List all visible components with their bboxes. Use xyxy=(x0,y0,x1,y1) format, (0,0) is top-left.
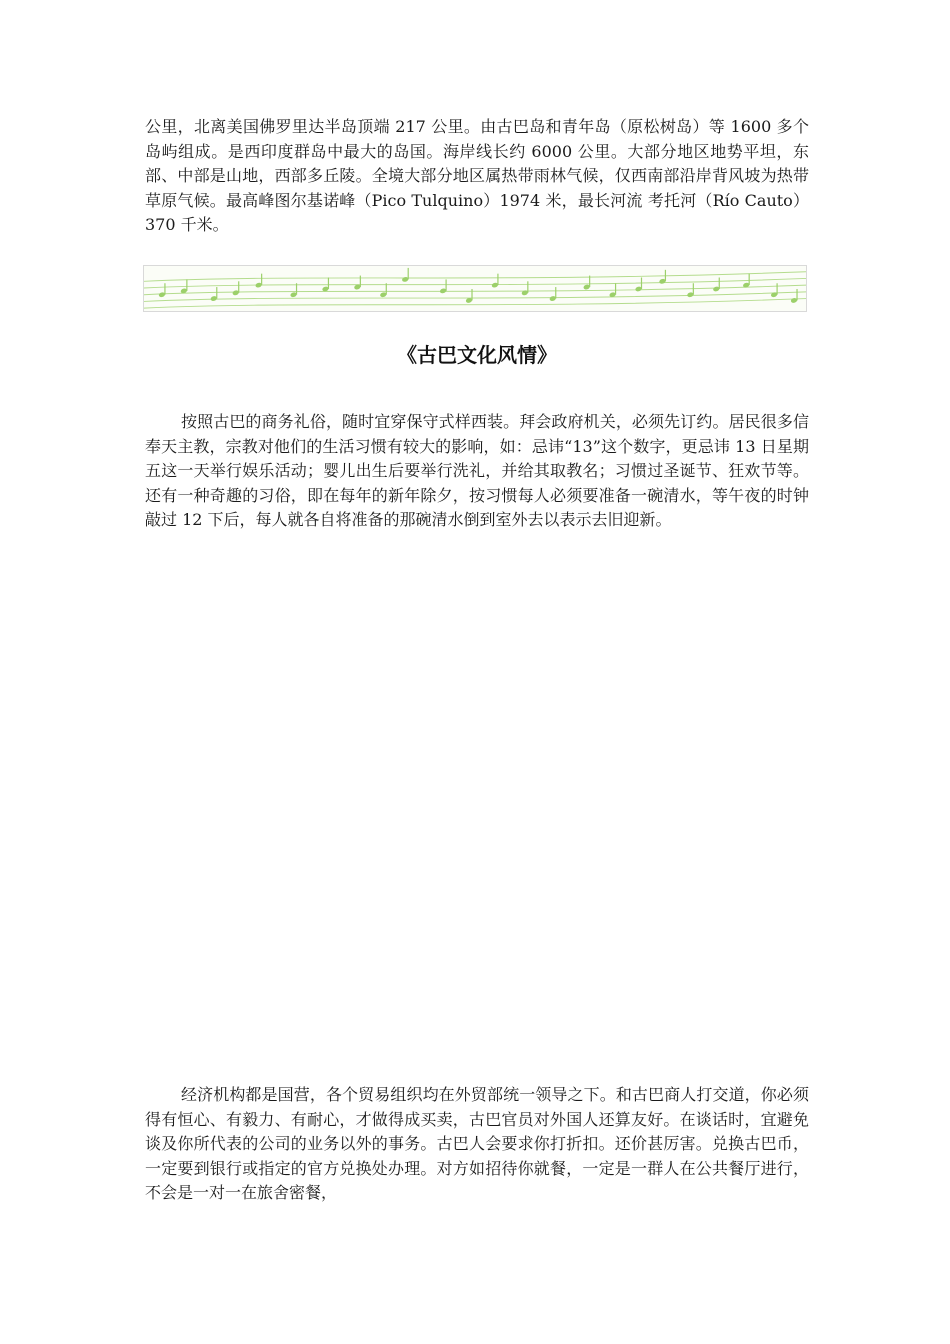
music-note-icon xyxy=(712,277,720,292)
business-paragraph: 经济机构都是国营，各个贸易组织均在外贸部统一领导之下。和古巴商人打交道，你必须得有恒心、有毅力、有耐心，才做得成买卖，古巴官员对外国人还算友好。在谈话时，宜避免谈及你所代表的公司的业务以外的事务。古巴人会要求你打折扣。还价甚厉害。兑换古巴币，一定要到银行或指定的官方兑换处办理。对方如招待你就餐，一定是一群人在公共餐厅进行，不会是一对一在旅舍密餐， xyxy=(145,1085,809,1203)
music-staff-icon xyxy=(144,266,806,311)
music-note-icon xyxy=(583,276,591,291)
music-staff-divider xyxy=(143,265,807,312)
staff-line xyxy=(144,285,806,295)
staff-line xyxy=(144,272,806,282)
staff-line xyxy=(144,299,806,309)
music-note-icon xyxy=(439,279,447,294)
music-note-icon xyxy=(770,283,778,298)
music-note-icon xyxy=(379,283,387,298)
staff-line xyxy=(144,292,806,302)
staff-line xyxy=(144,278,806,288)
music-note-icon xyxy=(255,274,263,289)
music-note-icon xyxy=(491,274,499,289)
culture-paragraph: 按照古巴的商务礼俗，随时宜穿保守式样西装。拜会政府机关，必须先订约。居民很多信奉天主教，宗教对他们的生活习惯有较大的影响，如：忌讳“13”这个数字，更忌讳 13 日星期五这一天举行娱乐活动；婴儿出生后要举行洗礼，并给其取教名；习惯过圣诞节、狂欢节等。还有一种奇趣的习俗，即在每年的新年除夕，按习惯每人必须要准备一碗清水，等午夜的时钟敲过 12 下后，每人就各自将准备的那碗清水倒到室外去以表示去旧迎新。 xyxy=(145,412,809,530)
music-note-icon xyxy=(158,283,166,298)
music-note-icon xyxy=(232,281,240,296)
music-note-icon xyxy=(401,268,409,283)
music-note-icon xyxy=(290,283,298,298)
section-title: 《古巴文化风情》 xyxy=(397,343,557,367)
music-note-icon xyxy=(790,289,798,304)
music-note-icon xyxy=(521,281,529,296)
music-note-icon xyxy=(549,287,557,302)
intro-paragraph: 公里，北离美国佛罗里达半岛顶端 217 公里。由古巴岛和青年岛（原松树岛）等 1600 多个岛屿组成。是西印度群岛中最大的岛国。海岸线长约 6000 公里。大部分地区地势平坦，东部、中部是山地，西部多丘陵。全境大部分地区属热带雨林气候，仅西南部沿岸背风坡为热带草原气候。最高峰图尔基诺峰（Pico Tulquino）1974 米，最长河流 考托河（Río Cauto）370 千米。 xyxy=(145,117,809,235)
music-note-icon xyxy=(210,287,218,302)
